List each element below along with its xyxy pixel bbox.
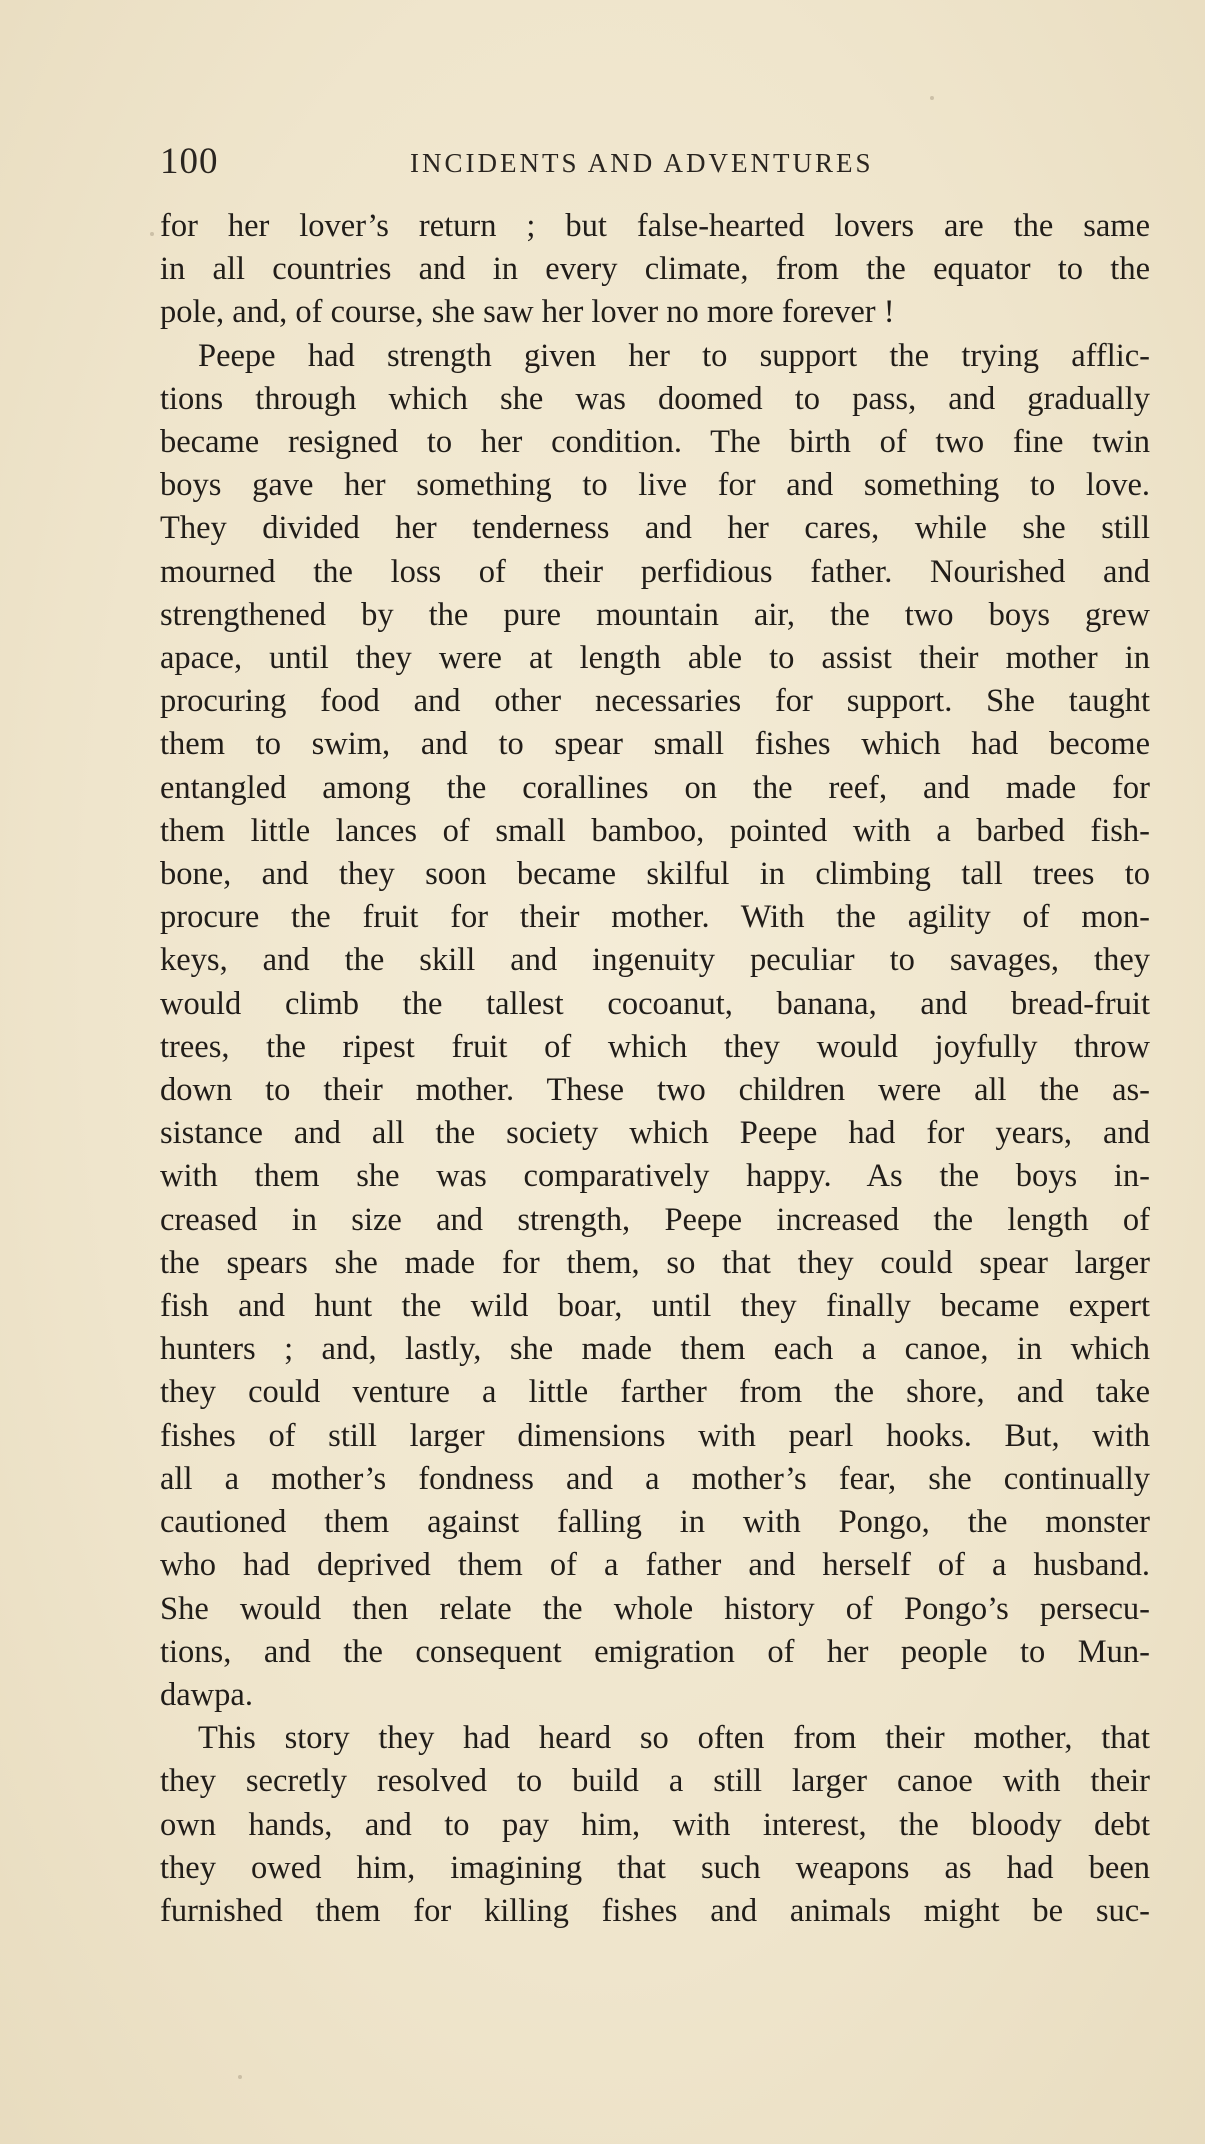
text-line: sistance and all the society which Peepe had for years, and bbox=[160, 1115, 1150, 1152]
text-line: mourned the loss of their perfidious father. Nourished and bbox=[160, 553, 1150, 590]
text-line: them little lances of small bamboo, pointed with a barbed fish- bbox=[160, 812, 1150, 849]
page-number: 100 bbox=[160, 141, 219, 182]
text-line: pole, and, of course, she saw her lover no more forever ! bbox=[160, 294, 895, 331]
text-line: strengthened by the pure mountain air, the two boys grew bbox=[160, 596, 1150, 633]
text-line: Peepe had strength given her to support the trying afflic- bbox=[198, 337, 1150, 374]
text-line: became resigned to her condition. The birth of two fine twin bbox=[160, 424, 1150, 461]
text-line: own hands, and to pay him, with interest, the bloody debt bbox=[160, 1806, 1150, 1843]
text-line: with them she was comparatively happy. As the boys in- bbox=[160, 1158, 1150, 1195]
text-line: tions, and the consequent emigration of her people to Mun- bbox=[160, 1633, 1150, 1670]
text-line: all a mother’s fondness and a mother’s fear, she continually bbox=[160, 1460, 1150, 1497]
text-line: they owed him, imagining that such weapons as had been bbox=[160, 1849, 1150, 1886]
running-head: INCIDENTS AND ADVENTURES bbox=[410, 148, 874, 178]
text-line: procuring food and other necessaries for support. She taught bbox=[160, 683, 1150, 720]
paper-speck bbox=[238, 2075, 242, 2079]
text-line: fish and hunt the wild boar, until they finally became expert bbox=[160, 1288, 1150, 1325]
text-line: the spears she made for them, so that they could spear larger bbox=[160, 1244, 1150, 1281]
text-line: This story they had heard so often from their mother, that bbox=[198, 1720, 1150, 1757]
text-line: in all countries and in every climate, from the equator to the bbox=[160, 251, 1150, 288]
text-line: She would then relate the whole history of Pongo’s persecu- bbox=[160, 1590, 1150, 1627]
paper-speck bbox=[930, 96, 934, 100]
text-line: bone, and they soon became skilful in climbing tall trees to bbox=[160, 856, 1150, 893]
text-line: They divided her tenderness and her cares, while she still bbox=[160, 510, 1150, 547]
text-line: hunters ; and, lastly, she made them each a canoe, in which bbox=[160, 1331, 1150, 1368]
text-line: procure the fruit for their mother. With the agility of mon- bbox=[160, 899, 1150, 936]
page-header bbox=[160, 140, 920, 190]
text-line: cautioned them against falling in with Pongo, the monster bbox=[160, 1504, 1150, 1541]
text-line: they could venture a little farther from the shore, and take bbox=[160, 1374, 1150, 1411]
text-line: them to swim, and to spear small fishes which had become bbox=[160, 726, 1150, 763]
text-line: for her lover’s return ; but false-hearted lovers are the same bbox=[160, 208, 1150, 244]
text-line: entangled among the corallines on the reef, and made for bbox=[160, 769, 1150, 806]
text-line: down to their mother. These two children were all the as- bbox=[160, 1072, 1150, 1109]
body-text bbox=[160, 205, 1150, 1933]
text-line: keys, and the skill and ingenuity peculiar to savages, they bbox=[160, 942, 1150, 979]
text-line: fishes of still larger dimensions with pearl hooks. But, with bbox=[160, 1417, 1150, 1454]
text-line: tions through which she was doomed to pass, and gradually bbox=[160, 380, 1150, 417]
text-line: who had deprived them of a father and herself of a husband. bbox=[160, 1547, 1150, 1584]
text-line: furnished them for killing fishes and animals might be suc- bbox=[160, 1892, 1150, 1929]
text-line: dawpa. bbox=[160, 1676, 253, 1713]
text-line: apace, until they were at length able to assist their mother in bbox=[160, 640, 1150, 677]
text-line: they secretly resolved to build a still larger canoe with their bbox=[160, 1763, 1150, 1800]
text-line: trees, the ripest fruit of which they would joyfully throw bbox=[160, 1028, 1150, 1065]
text-line: would climb the tallest cocoanut, banana, and bread-fruit bbox=[160, 985, 1150, 1022]
paper-speck bbox=[150, 232, 154, 236]
text-line: creased in size and strength, Peepe increased the length of bbox=[160, 1201, 1150, 1238]
text-line: boys gave her something to live for and something to love. bbox=[160, 467, 1150, 504]
